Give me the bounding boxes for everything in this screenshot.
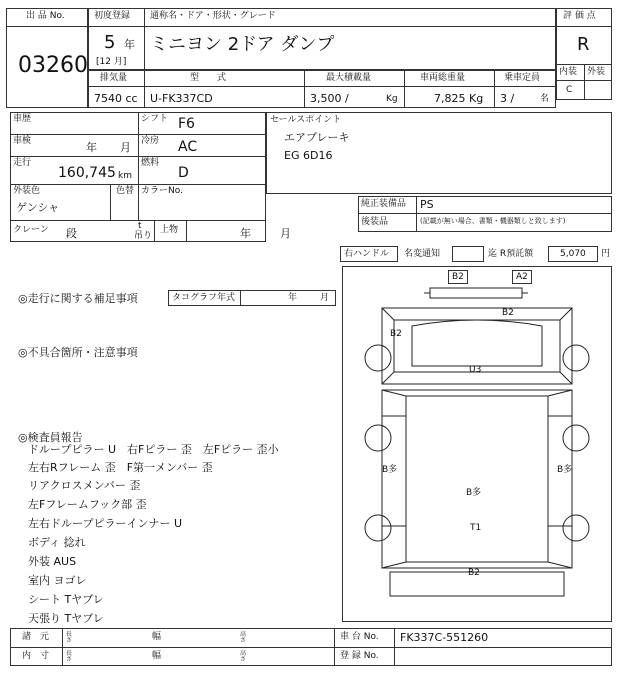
damage-mark: B多 [557,465,573,475]
chassis-label: 車 台 No. [340,632,379,642]
inspector-line: 左Fフレームフック部 歪 [28,498,147,511]
exterior-label: 外装 [587,67,606,77]
crane-label: クレーン [13,225,49,235]
mileage: 160,745 [58,165,116,181]
naisun-label: 内 寸 [22,651,50,661]
first-reg-month: [12 月] [96,57,127,67]
lot-no-label: 出 品 No. [26,11,65,21]
max-load-unit: Kg [386,94,398,104]
r-unit: 円 [601,249,611,259]
height-label: 高さ [240,650,247,663]
crane-lift: 吊り [134,231,153,241]
capacity: 3 / [500,92,515,105]
rhd: 右ハンドル [344,249,390,259]
mileage-label: 走行 [13,158,32,168]
length-label: 長さ [66,631,73,644]
damage-mark: B2 [468,568,480,578]
top-year: 年 [240,227,251,240]
inspector-line: ボディ 捻れ [28,536,86,549]
top-month: 月 [280,227,291,240]
inspection-label: 車検 [13,136,32,146]
first-reg-label: 初度登録 [94,11,131,21]
damage-mark: A2 [512,270,532,284]
first-reg-year: 5 [104,32,116,53]
inspector-line: 室内 ヨゴレ [28,574,87,587]
inspector-line: 外装 AUS [28,555,77,568]
tacho-year: 年 [288,293,298,303]
lot-no: 03260 [18,53,88,78]
width-label: 幅 [152,651,162,661]
displacement-label: 排気量 [100,73,128,83]
damage-mark: B多 [466,488,482,498]
inspector-line: リアクロスメンバー 歪 [28,479,141,492]
inspector-line: 左右Rフレーム 歪 F第一メンバー 歪 [28,461,213,474]
inspection-month: 月 [120,141,131,154]
driving-label: ◎走行に関する補足事項 [18,292,138,305]
interior-score: C [566,85,573,95]
sales-point-line2: EG 6D16 [284,149,333,162]
mileage-unit: km [118,171,132,181]
gross-weight: 7,825 Kg [434,92,484,105]
damage-mark: B2 [390,329,402,339]
aftermarket-note: (記載が無い場合、書類・機器類しと致します) [420,217,566,225]
fuel-label: 燃料 [141,158,160,168]
inspector-line: 左右ドループピラーインナー U [28,517,182,530]
name-label: 通称名・ドア・形状・グレード [150,11,276,21]
inspector-line: シート Tヤブレ [28,593,104,606]
ext-color: ゲンシャ [16,201,60,214]
damage-mark: B2 [448,270,468,284]
inspection-year: 年 [86,141,97,154]
ext-color-label: 外装色 [13,186,41,196]
damage-mark: T1 [470,523,482,533]
model: U-FK337CD [150,92,213,105]
tacho-label: タコグラフ年式 [172,293,236,303]
sales-point-line1: エアブレーキ [284,131,350,144]
year-unit: 年 [124,38,135,51]
name-change-label: 名変通知 [404,249,441,259]
inspector-line: ドループピラー U 右Fピラー 歪 左Fピラー 歪小 [28,443,279,456]
height-label: 高さ [240,631,247,644]
crane-t: t [138,221,142,231]
max-load-label: 最大積載量 [326,73,372,83]
length-label: 長さ [66,650,73,663]
rating-label: 評 価 点 [563,11,596,21]
reg-label: 登 録 No. [340,651,379,661]
history-label: 車歴 [13,114,32,124]
gross-weight-label: 車両総重量 [420,73,466,83]
ac: AC [178,139,198,155]
genuine-label: 純正装備品 [361,199,407,209]
interior-label: 内装 [559,67,578,77]
crane-stage: 段 [66,227,77,240]
color-no-label: 色替 [116,186,135,196]
r-deposit-label: 迄 R預託額 [488,249,534,259]
damage-mark: U3 [469,365,482,375]
inspector-label: ◎検査員報告 [18,431,83,444]
color-code-label: カラーNo. [141,186,183,196]
chassis: FK337C-551260 [400,631,489,644]
fuel: D [178,165,189,181]
damage-mark: B多 [382,465,398,475]
name-change-box [452,246,484,262]
model-label: 型 式 [190,73,227,83]
max-load: 3,500 / [310,92,349,105]
aftermarket-label: 後装品 [361,217,389,227]
capacity-unit: 名 [540,94,550,104]
shokai-label: 諸 元 [22,632,50,642]
sales-point-label: セールスポイント [270,115,342,125]
width-label: 幅 [152,632,162,642]
damage-mark: B2 [502,308,514,318]
displacement: 7540 cc [94,92,138,105]
inspector-line: 天張り Tヤブレ [28,612,104,625]
tacho-month: 月 [320,293,330,303]
ac-label: 冷房 [141,136,160,146]
vehicle-name: ミニヨン 2ドア ダンプ [150,34,335,55]
genuine: PS [420,198,434,211]
top-label: 上物 [160,225,179,235]
r-amount: 5,070 [560,249,586,259]
shift: F6 [178,116,195,132]
rating: R [577,34,590,55]
defects-label: ◎不具合箇所・注意事項 [18,346,138,359]
capacity-label: 乗車定員 [504,73,541,83]
shift-label: シフト [141,114,169,124]
